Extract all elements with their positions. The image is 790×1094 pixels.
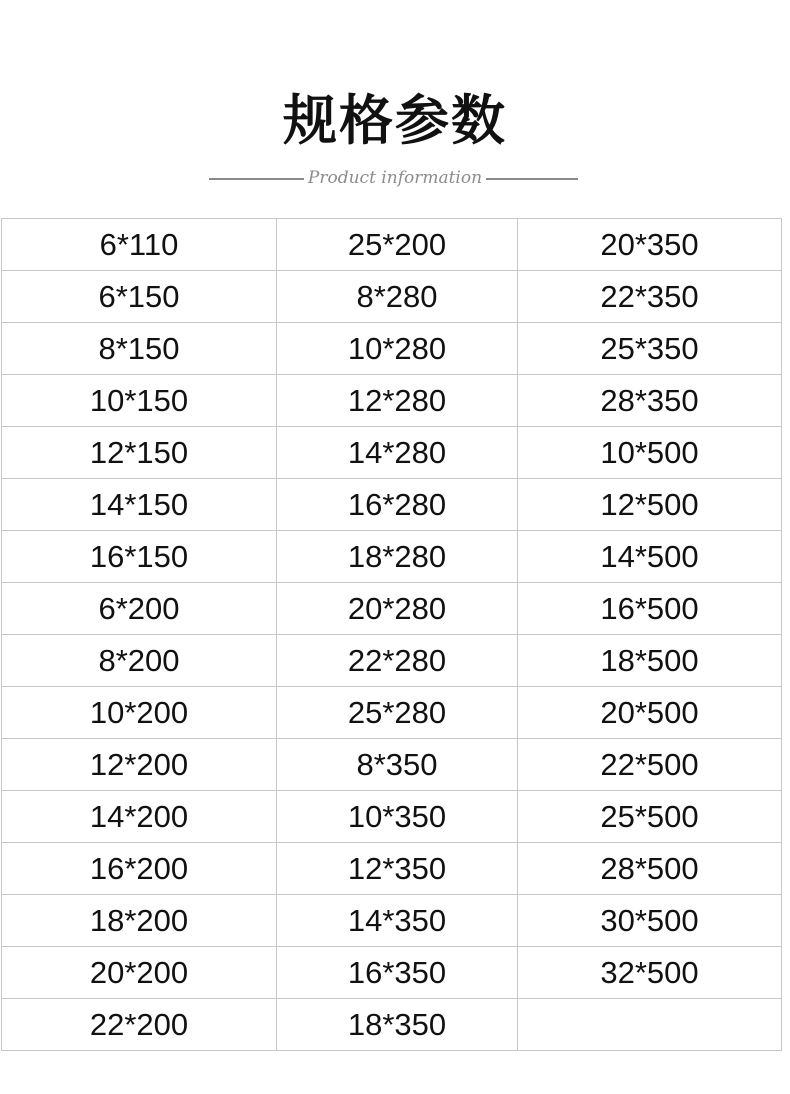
- table-cell: 8*350: [277, 739, 518, 791]
- table-cell: 16*280: [277, 479, 518, 531]
- table-cell: 10*150: [2, 375, 277, 427]
- table-cell: 8*150: [2, 323, 277, 375]
- table-cell: 14*350: [277, 895, 518, 947]
- spec-table: [1, 218, 782, 1051]
- table-cell: 20*500: [518, 687, 782, 739]
- table-cell: 18*280: [277, 531, 518, 583]
- table-cell: 10*350: [277, 791, 518, 843]
- table-cell: 30*500: [518, 895, 782, 947]
- table-cell: 22*350: [518, 271, 782, 323]
- table-cell: 12*150: [2, 427, 277, 479]
- table-row: [2, 739, 782, 791]
- table-cell: 22*200: [2, 999, 277, 1051]
- table-row: [2, 323, 782, 375]
- table-cell: 32*500: [518, 947, 782, 999]
- table-cell: 12*500: [518, 479, 782, 531]
- table-cell: 20*350: [518, 219, 782, 271]
- table-cell: 14*280: [277, 427, 518, 479]
- table-cell: 22*500: [518, 739, 782, 791]
- table-cell: 18*500: [518, 635, 782, 687]
- table-cell: 12*280: [277, 375, 518, 427]
- page-title: 规格参数: [283, 89, 507, 152]
- page-subtitle: Product information: [307, 168, 483, 188]
- table-cell: 6*200: [2, 583, 277, 635]
- table-cell: 20*200: [2, 947, 277, 999]
- page-header: [0, 0, 790, 215]
- table-cell: 10*200: [2, 687, 277, 739]
- table-row: [2, 843, 782, 895]
- table-cell: 18*350: [277, 999, 518, 1051]
- table-cell: [518, 999, 782, 1051]
- table-row: [2, 791, 782, 843]
- table-cell: 28*350: [518, 375, 782, 427]
- table-cell: 25*280: [277, 687, 518, 739]
- table-row: [2, 895, 782, 947]
- table-cell: 16*200: [2, 843, 277, 895]
- table-row: [2, 271, 782, 323]
- table-row: [2, 687, 782, 739]
- table-cell: 22*280: [277, 635, 518, 687]
- table-cell: 25*500: [518, 791, 782, 843]
- table-cell: 14*500: [518, 531, 782, 583]
- table-row: [2, 583, 782, 635]
- table-cell: 28*500: [518, 843, 782, 895]
- table-row: [2, 219, 782, 271]
- divider-left: [209, 178, 304, 180]
- divider-right: [486, 178, 578, 180]
- table-cell: 14*200: [2, 791, 277, 843]
- table-cell: 18*200: [2, 895, 277, 947]
- table-row: [2, 479, 782, 531]
- table-row: [2, 635, 782, 687]
- table-cell: 16*350: [277, 947, 518, 999]
- table-cell: 10*500: [518, 427, 782, 479]
- table-cell: 6*110: [2, 219, 277, 271]
- table-row: [2, 947, 782, 999]
- table-cell: 16*500: [518, 583, 782, 635]
- table-cell: 25*350: [518, 323, 782, 375]
- table-cell: 8*280: [277, 271, 518, 323]
- spec-table-body: [2, 219, 782, 1051]
- subtitle-row: [0, 164, 790, 192]
- table-cell: 16*150: [2, 531, 277, 583]
- table-cell: 12*200: [2, 739, 277, 791]
- table-cell: 12*350: [277, 843, 518, 895]
- table-row: [2, 375, 782, 427]
- table-cell: 8*200: [2, 635, 277, 687]
- table-row: [2, 531, 782, 583]
- table-cell: 10*280: [277, 323, 518, 375]
- table-row: [2, 427, 782, 479]
- table-cell: 20*280: [277, 583, 518, 635]
- table-row: [2, 999, 782, 1051]
- table-cell: 14*150: [2, 479, 277, 531]
- table-cell: 6*150: [2, 271, 277, 323]
- table-cell: 25*200: [277, 219, 518, 271]
